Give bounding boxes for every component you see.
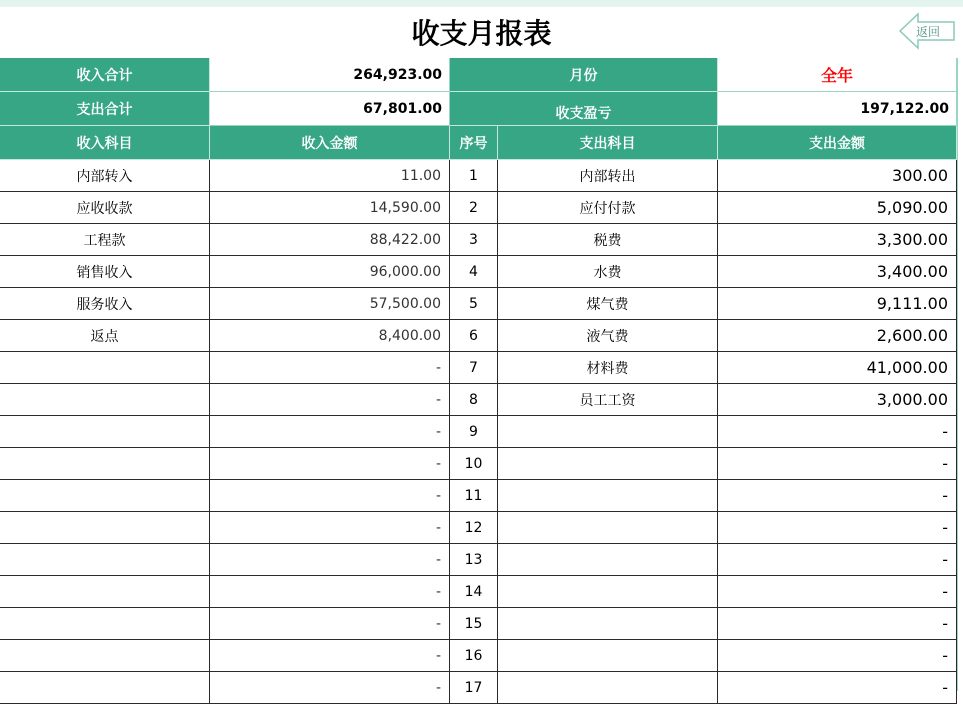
table-row xyxy=(0,672,963,704)
expense-amount-cell[interactable]: 300.00 xyxy=(718,160,957,192)
seq-cell[interactable]: 15 xyxy=(450,608,498,640)
expense-item-cell[interactable] xyxy=(498,544,718,576)
seq-cell[interactable]: 17 xyxy=(450,672,498,704)
expense-amount-cell[interactable]: 5,090.00 xyxy=(718,192,957,224)
month-value[interactable]: 全年 xyxy=(718,58,957,92)
page-title: 收支月报表 xyxy=(411,17,552,50)
table-row xyxy=(0,352,963,384)
income-item-cell[interactable] xyxy=(0,608,210,640)
seq-cell[interactable]: 8 xyxy=(450,384,498,416)
income-item-cell[interactable]: 内部转入 xyxy=(0,160,210,192)
income-amount-cell[interactable]: - xyxy=(210,416,450,448)
expense-total-label: 支出合计 xyxy=(0,92,210,126)
expense-amount-cell[interactable]: - xyxy=(718,512,957,544)
table-row xyxy=(0,576,963,608)
income-amount-cell[interactable]: - xyxy=(210,608,450,640)
table-row xyxy=(0,544,963,576)
seq-cell[interactable]: 1 xyxy=(450,160,498,192)
seq-cell[interactable]: 16 xyxy=(450,640,498,672)
table-row xyxy=(0,640,963,672)
income-amount-cell[interactable]: 88,422.00 xyxy=(210,224,450,256)
expense-amount-cell[interactable]: 3,300.00 xyxy=(718,224,957,256)
expense-amount-cell[interactable]: - xyxy=(718,608,957,640)
expense-item-cell[interactable] xyxy=(498,640,718,672)
expense-amount-cell[interactable]: 3,000.00 xyxy=(718,384,957,416)
income-item-cell[interactable] xyxy=(0,416,210,448)
table-row xyxy=(0,320,963,352)
income-item-cell[interactable]: 销售收入 xyxy=(0,256,210,288)
expense-item-cell[interactable]: 材料费 xyxy=(498,352,718,384)
expense-item-cell[interactable] xyxy=(498,608,718,640)
table-row xyxy=(0,192,963,224)
income-total-value[interactable]: 264,923.00 xyxy=(210,58,450,92)
seq-cell[interactable]: 13 xyxy=(450,544,498,576)
expense-item-cell[interactable] xyxy=(498,576,718,608)
income-amount-cell[interactable]: - xyxy=(210,576,450,608)
expense-item-cell[interactable]: 液气费 xyxy=(498,320,718,352)
income-item-cell[interactable] xyxy=(0,512,210,544)
seq-cell[interactable]: 9 xyxy=(450,416,498,448)
table-row xyxy=(0,512,963,544)
header-income-item: 收入科目 xyxy=(0,126,210,160)
expense-item-cell[interactable] xyxy=(498,480,718,512)
income-total-label: 收入合计 xyxy=(0,58,210,92)
expense-amount-cell[interactable]: - xyxy=(718,544,957,576)
expense-item-cell[interactable] xyxy=(498,512,718,544)
expense-amount-cell[interactable]: 9,111.00 xyxy=(718,288,957,320)
income-amount-cell[interactable]: 96,000.00 xyxy=(210,256,450,288)
expense-amount-cell[interactable]: - xyxy=(718,448,957,480)
table-row xyxy=(0,384,963,416)
income-item-cell[interactable]: 服务收入 xyxy=(0,288,210,320)
back-label: 返回 xyxy=(916,25,941,39)
income-item-cell[interactable] xyxy=(0,352,210,384)
expense-item-cell[interactable]: 应付付款 xyxy=(498,192,718,224)
table-row xyxy=(0,448,963,480)
table-row xyxy=(0,256,963,288)
seq-cell[interactable]: 5 xyxy=(450,288,498,320)
income-amount-cell[interactable]: - xyxy=(210,480,450,512)
income-amount-cell[interactable]: 8,400.00 xyxy=(210,320,450,352)
expense-amount-cell[interactable]: 2,600.00 xyxy=(718,320,957,352)
income-amount-cell[interactable]: - xyxy=(210,448,450,480)
income-item-cell[interactable] xyxy=(0,384,210,416)
header-expense-item: 支出科目 xyxy=(498,126,718,160)
income-item-cell[interactable] xyxy=(0,576,210,608)
table-row xyxy=(0,416,963,448)
expense-item-cell[interactable] xyxy=(498,448,718,480)
header-seq: 序号 xyxy=(450,126,498,160)
income-item-cell[interactable] xyxy=(0,672,210,704)
seq-cell[interactable]: 10 xyxy=(450,448,498,480)
back-button[interactable] xyxy=(898,11,956,51)
income-item-cell[interactable]: 返点 xyxy=(0,320,210,352)
expense-amount-cell[interactable]: - xyxy=(718,640,957,672)
expense-item-cell[interactable] xyxy=(498,672,718,704)
income-amount-cell[interactable]: 57,500.00 xyxy=(210,288,450,320)
seq-cell[interactable]: 4 xyxy=(450,256,498,288)
expense-item-cell[interactable]: 煤气费 xyxy=(498,288,718,320)
income-amount-cell[interactable]: 11.00 xyxy=(210,160,450,192)
income-amount-cell[interactable]: - xyxy=(210,544,450,576)
top-strip xyxy=(0,0,963,7)
income-amount-cell[interactable]: - xyxy=(210,512,450,544)
income-item-cell[interactable] xyxy=(0,480,210,512)
income-item-cell[interactable]: 工程款 xyxy=(0,224,210,256)
expense-item-cell[interactable]: 员工工资 xyxy=(498,384,718,416)
table-row xyxy=(0,288,963,320)
seq-cell[interactable]: 2 xyxy=(450,192,498,224)
seq-cell[interactable]: 3 xyxy=(450,224,498,256)
income-amount-cell[interactable]: - xyxy=(210,352,450,384)
seq-cell[interactable]: 11 xyxy=(450,480,498,512)
table-row xyxy=(0,480,963,512)
income-amount-cell[interactable]: 14,590.00 xyxy=(210,192,450,224)
expense-item-cell[interactable]: 内部转出 xyxy=(498,160,718,192)
expense-total-value[interactable]: 67,801.00 xyxy=(210,92,450,126)
seq-cell[interactable]: 12 xyxy=(450,512,498,544)
seq-cell[interactable]: 7 xyxy=(450,352,498,384)
table-row xyxy=(0,224,963,256)
balance-label: 收支盈亏 xyxy=(450,92,718,126)
income-item-cell[interactable] xyxy=(0,640,210,672)
income-amount-cell[interactable]: - xyxy=(210,672,450,704)
balance-value[interactable]: 197,122.00 xyxy=(718,92,957,126)
income-amount-cell[interactable]: - xyxy=(210,384,450,416)
expense-item-cell[interactable]: 税费 xyxy=(498,224,718,256)
income-item-cell[interactable] xyxy=(0,544,210,576)
expense-amount-cell[interactable]: 41,000.00 xyxy=(718,352,957,384)
table-row xyxy=(0,608,963,640)
expense-amount-cell[interactable]: - xyxy=(718,672,957,704)
expense-item-cell[interactable] xyxy=(498,416,718,448)
right-border-line xyxy=(957,58,958,691)
expense-amount-cell[interactable]: - xyxy=(718,576,957,608)
month-label: 月份 xyxy=(450,58,718,92)
income-amount-cell[interactable]: - xyxy=(210,640,450,672)
expense-amount-cell[interactable]: 3,400.00 xyxy=(718,256,957,288)
expense-amount-cell[interactable]: - xyxy=(718,480,957,512)
income-item-cell[interactable]: 应收收款 xyxy=(0,192,210,224)
seq-cell[interactable]: 14 xyxy=(450,576,498,608)
expense-item-cell[interactable]: 水费 xyxy=(498,256,718,288)
table-row xyxy=(0,160,963,192)
header-income-amount: 收入金额 xyxy=(210,126,450,160)
seq-cell[interactable]: 6 xyxy=(450,320,498,352)
income-item-cell[interactable] xyxy=(0,448,210,480)
expense-amount-cell[interactable]: - xyxy=(718,416,957,448)
header-expense-amount: 支出金额 xyxy=(718,126,957,160)
